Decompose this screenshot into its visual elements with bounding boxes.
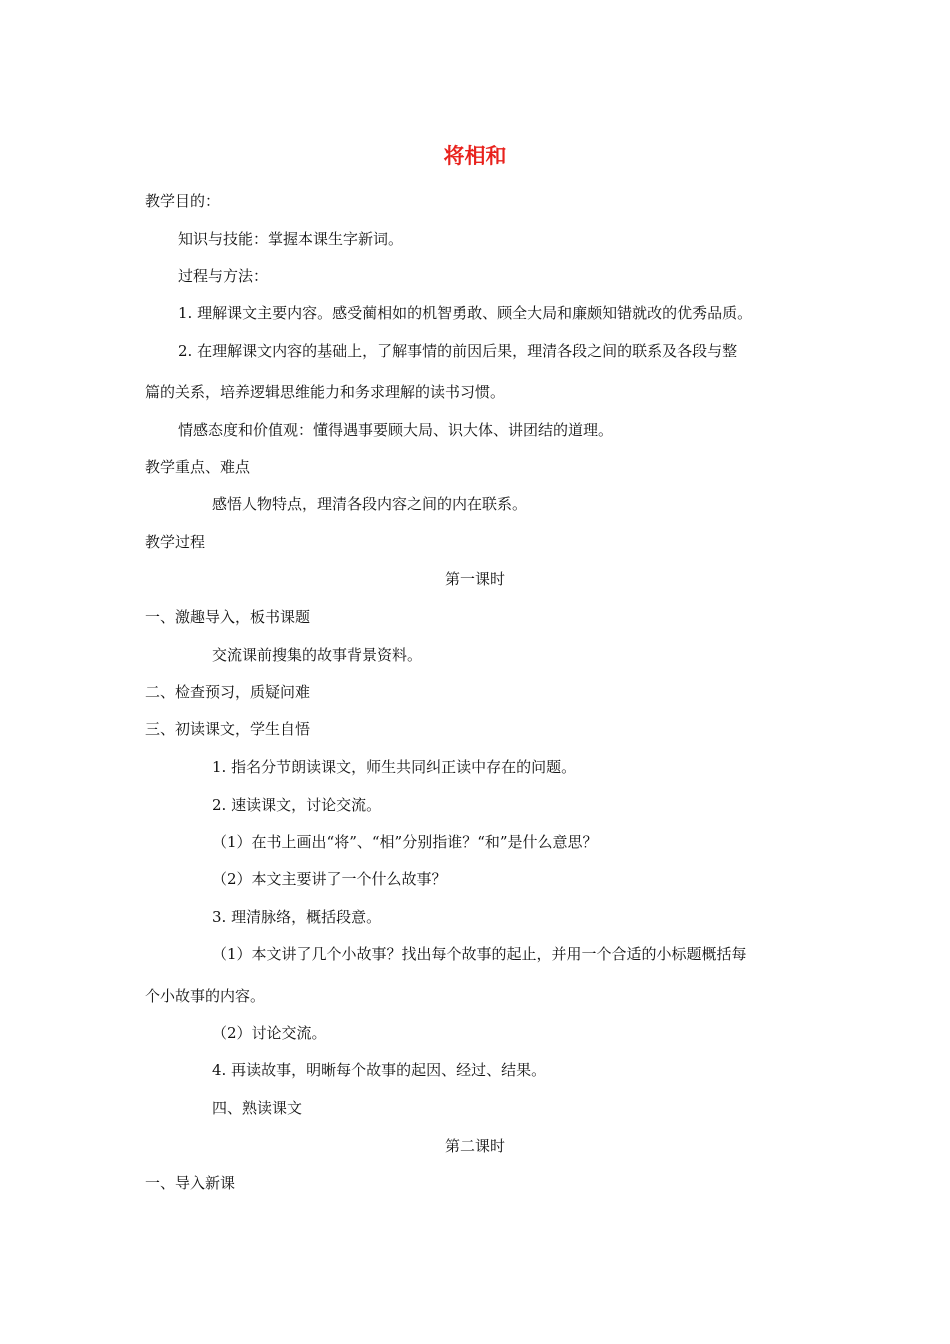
- paragraph-key-points: 感悟人物特点，理清各段内容之间的内在联系。: [212, 495, 528, 513]
- list-subitem-step3-3-1: （1）本文讲了几个小故事？找出每个故事的起止，并用一个合适的小标题概括每: [212, 945, 747, 963]
- list-subitem-step3-3-2: （2）讨论交流。: [212, 1024, 327, 1042]
- document-title: 将相和: [443, 144, 507, 168]
- lesson-heading-first: 第一课时: [444, 570, 505, 588]
- list-item-step3-2: 2. 速读课文，讨论交流。: [212, 796, 382, 814]
- list-item-objective-1: 1. 理解课文主要内容。感受蔺相如的机智勇敢、顾全大局和廉颇知错就改的优秀品质。: [178, 304, 753, 322]
- step-heading-3: 三、初读课文，学生自悟: [145, 720, 311, 738]
- step-heading-second-1: 一、导入新课: [145, 1174, 236, 1192]
- paragraph-step-1: 交流课前搜集的故事背景资料。: [212, 646, 423, 664]
- paragraph-attitude-values: 情感态度和价值观：懂得遇事要顾大局、识大体、讲团结的道理。: [178, 421, 614, 439]
- paragraph-knowledge-skills: 知识与技能：掌握本课生字新词。: [178, 230, 404, 248]
- list-subitem-step3-2-2: （2）本文主要讲了一个什么故事？: [212, 870, 447, 888]
- paragraph-process-methods: 过程与方法：: [178, 267, 269, 285]
- step-heading-4: 四、熟读课文: [212, 1099, 303, 1117]
- lesson-heading-second: 第二课时: [444, 1137, 505, 1155]
- list-subitem-step3-2-1: （1）在书上画出“将”、“相”分别指谁？“和”是什么意思？: [212, 833, 598, 851]
- list-item-step3-1: 1. 指名分节朗读课文，师生共同纠正读中存在的问题。: [212, 758, 577, 776]
- list-item-objective-2: 2. 在理解课文内容的基础上，了解事情的前因后果，理清各段之间的联系及各段与整: [178, 342, 738, 360]
- section-heading-process: 教学过程: [145, 533, 206, 551]
- section-heading-key-points: 教学重点、难点: [145, 458, 251, 476]
- list-item-step3-4: 4. 再读故事，明晰每个故事的起因、经过、结果。: [212, 1061, 547, 1079]
- step-heading-1: 一、激趣导入，板书课题: [145, 608, 311, 626]
- step-heading-2: 二、检查预习，质疑问难: [145, 683, 311, 701]
- list-item-objective-2-cont: 篇的关系，培养逻辑思维能力和务求理解的读书习惯。: [145, 383, 506, 401]
- list-item-step3-3: 3. 理清脉络，概括段意。: [212, 908, 382, 926]
- section-heading-objectives: 教学目的：: [145, 192, 221, 210]
- list-subitem-step3-3-1-cont: 个小故事的内容。: [145, 987, 266, 1005]
